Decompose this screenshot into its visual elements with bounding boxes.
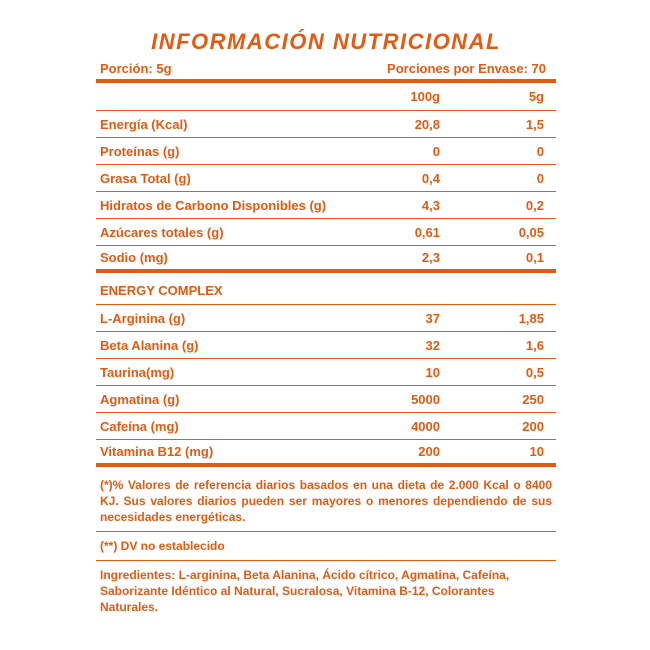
nutrient-label: Sodio (mg) bbox=[100, 250, 168, 265]
nutrient-label: Cafeína (mg) bbox=[100, 418, 179, 434]
column-header-row bbox=[96, 83, 556, 111]
table-row bbox=[96, 138, 556, 165]
nutrient-value-portion: 0 bbox=[536, 170, 544, 186]
table-row bbox=[96, 219, 556, 246]
nutrient-value-portion: 0,05 bbox=[518, 224, 544, 240]
table-row bbox=[96, 413, 556, 440]
table-row bbox=[96, 246, 556, 273]
nutrient-label: Taurina(mg) bbox=[100, 364, 175, 380]
nutrient-table bbox=[96, 111, 556, 273]
nutrient-value-portion: 1,5 bbox=[525, 116, 544, 132]
table-row bbox=[96, 359, 556, 386]
nutrient-value-100g: 0,61 bbox=[414, 224, 440, 240]
nutrient-value-100g: 200 bbox=[418, 444, 440, 459]
nutrient-label: L-Arginina (g) bbox=[100, 310, 186, 326]
nutrient-label: Energía (Kcal) bbox=[100, 116, 188, 132]
table-row bbox=[96, 386, 556, 413]
nutrient-label: Hidratos de Carbono Disponibles (g) bbox=[100, 197, 327, 213]
panel-title: INFORMACIÓN NUTRICIONAL bbox=[151, 29, 501, 54]
column-header-portion: 5g bbox=[528, 89, 544, 104]
table-row bbox=[96, 305, 556, 332]
nutrient-value-100g: 0,4 bbox=[421, 170, 440, 186]
table-row bbox=[96, 192, 556, 219]
nutrient-value-100g: 4000 bbox=[411, 418, 440, 434]
nutrient-value-portion: 10 bbox=[529, 444, 544, 459]
nutrient-value-portion: 0,2 bbox=[525, 197, 544, 213]
table-row bbox=[96, 440, 556, 467]
nutrient-value-portion: 1,6 bbox=[525, 337, 544, 353]
footnote-daily-values: (*)% Valores de referencia diarios basados en una dieta de 2.000 Kcal o 8400 KJ. Sus valores diarios pueden ser mayores o menores dependiendo de sus necesidades energéticas. bbox=[96, 467, 556, 532]
nutrient-value-portion: 0,1 bbox=[525, 250, 544, 265]
nutrient-value-100g: 20,8 bbox=[414, 116, 440, 132]
column-header-100g: 100g bbox=[410, 89, 440, 104]
nutrient-label: Proteínas (g) bbox=[100, 143, 180, 159]
nutrient-value-portion: 250 bbox=[522, 391, 544, 407]
nutrient-value-100g: 32 bbox=[425, 337, 440, 353]
nutrient-value-portion: 0 bbox=[536, 143, 544, 159]
nutrient-value-100g: 10 bbox=[425, 364, 440, 380]
nutrient-label: Agmatina (g) bbox=[100, 391, 180, 407]
table-row bbox=[96, 332, 556, 359]
serving-row bbox=[96, 58, 556, 83]
nutrient-label: Vitamina B12 (mg) bbox=[100, 444, 214, 459]
table-row bbox=[96, 165, 556, 192]
nutrient-value-100g: 4,3 bbox=[421, 197, 440, 213]
footnote-dv: (**) DV no establecido bbox=[96, 532, 556, 561]
portions-per-container: Porciones por Envase: 70 bbox=[387, 61, 546, 76]
table-row bbox=[96, 111, 556, 138]
nutrient-label: Grasa Total (g) bbox=[100, 170, 191, 186]
portion-size: Porción: 5g bbox=[100, 61, 172, 76]
nutrient-value-portion: 0,5 bbox=[525, 364, 544, 380]
nutrient-label: Azúcares totales (g) bbox=[100, 224, 224, 240]
nutrient-label: Beta Alanina (g) bbox=[100, 337, 199, 353]
nutrition-panel bbox=[96, 28, 556, 621]
ingredients-list: Ingredientes: L-arginina, Beta Alanina, Ácido cítrico, Agmatina, Cafeína, Saborizante Idéntico al Natural, Sucralosa, Vitamina B-12, Colorantes Naturales. bbox=[100, 568, 510, 614]
nutrient-value-100g: 2,3 bbox=[421, 250, 440, 265]
complex-table bbox=[96, 305, 556, 467]
nutrient-value-portion: 1,85 bbox=[518, 310, 544, 326]
nutrient-value-portion: 200 bbox=[522, 418, 544, 434]
nutrient-value-100g: 5000 bbox=[411, 391, 440, 407]
complex-section-title: ENERGY COMPLEX bbox=[96, 273, 556, 305]
nutrient-value-100g: 37 bbox=[425, 310, 440, 326]
nutrient-value-100g: 0 bbox=[432, 143, 440, 159]
